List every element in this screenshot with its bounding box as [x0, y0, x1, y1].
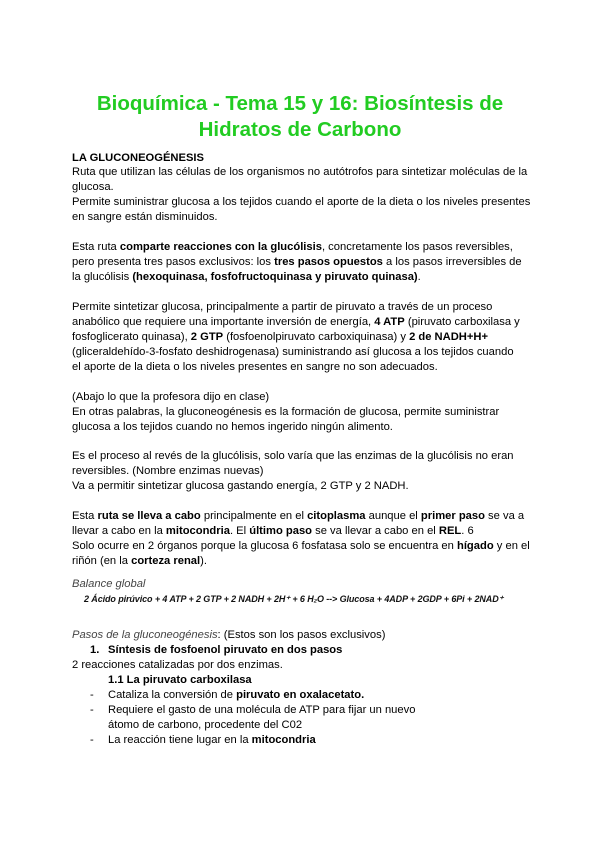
paragraph-line: (Abajo lo que la profesora dijo en clase)	[72, 391, 270, 403]
text-run-bold: último paso	[249, 525, 313, 537]
paragraph-line	[72, 315, 520, 330]
text-run: pero presenta tres pasos exclusivos: los	[72, 256, 275, 268]
text-run-bold: comparte reacciones con la glucólisis	[119, 241, 322, 253]
text-run: a los pasos irreversibles de	[382, 256, 522, 268]
paragraph-line	[72, 524, 474, 539]
text-run: . 6	[461, 525, 474, 537]
title-line-2: Hidratos de Carbono	[198, 118, 402, 141]
text-run: anabólico que requiere una importante inversión de energía,	[72, 316, 375, 328]
text-run: la glucólisis	[72, 271, 133, 283]
text-run: (piruvato carboxilasa y	[404, 316, 520, 328]
text-run-bold: piruvato en oxalacetato.	[236, 689, 365, 701]
text-run: aunque el	[365, 510, 421, 522]
text-run-bold: tres pasos opuestos	[274, 256, 383, 268]
text-run: .	[417, 271, 421, 283]
text-run: (fosfoenolpiruvato carboxiquinasa) y	[223, 331, 410, 343]
text-run-bold: mitocondria	[165, 525, 230, 537]
text-run-bold: hígado	[456, 540, 494, 552]
paragraph-line: Permite sintetizar glucosa, principalmente a partir de piruvato a través de un proceso	[72, 301, 493, 313]
paragraph-line	[72, 330, 488, 345]
text-run: Esta ruta	[72, 241, 120, 253]
bullet-dash: -	[90, 734, 94, 746]
paragraph-line: en sangre están disminuidos.	[72, 211, 218, 223]
bullet-item	[108, 688, 364, 703]
title-line-1: Bioquímica - Tema 15 y 16: Biosíntesis de	[96, 92, 504, 115]
paragraph-line: En otras palabras, la gluconeogénesis es la formación de glucosa, permite suministrar	[72, 406, 500, 418]
text-run: , concretamente los pasos reversibles,	[321, 241, 513, 253]
bullet-item-continuation: átomo de carbono, procedente del C02	[108, 719, 303, 731]
bullet-dash: -	[90, 704, 94, 716]
paragraph-line: Es el proceso al revés de la glucólisis, solo varía que las enzimas de la glucólisis no eran	[72, 450, 514, 462]
text-run-bold: ruta se lleva a cabo	[97, 510, 201, 522]
text-run-bold: primer paso	[420, 510, 485, 522]
text-run-bold: citoplasma	[307, 510, 366, 522]
paragraph-line: glucosa a los tejidos cuando no hemos ingerido ningún alimento.	[72, 421, 393, 433]
section-heading: LA GLUCONEOGÉNESIS	[72, 152, 204, 164]
paragraph-line	[72, 270, 421, 285]
step-1-number: 1.	[90, 644, 100, 656]
text-run: llevar a cabo en la	[72, 525, 166, 537]
text-run: : (Estos son los pasos exclusivos)	[217, 629, 386, 641]
text-run: se va a	[484, 510, 525, 522]
bullet-dash: -	[90, 689, 94, 701]
text-run: La reacción tiene lugar en la	[108, 734, 252, 746]
bullet-item: Requiere el gasto de una molécula de ATP para fijar un nuevo	[108, 704, 416, 716]
paragraph-line: el aporte de la dieta o los niveles presentes en sangre no son adecuados.	[72, 361, 438, 373]
text-run-italic: Pasos de la gluconeogénesis	[72, 629, 218, 641]
text-run: fosfoglicerato quinasa),	[72, 331, 191, 343]
text-run: y en el	[493, 540, 530, 552]
paragraph-line: (gliceraldehído-3-fosfato deshidrogenasa) suministrando así glucosa a los tejidos cuando	[72, 346, 514, 358]
document-title	[40, 91, 560, 143]
text-run-bold: mitocondria	[251, 734, 316, 746]
text-run: Cataliza la conversión de	[108, 689, 237, 701]
text-run-bold: 2 de NADH+H+	[409, 331, 489, 343]
paragraph-line	[72, 539, 530, 554]
step-1-title: Síntesis de fosfoenol piruvato en dos pasos	[108, 644, 343, 656]
text-run-bold: corteza renal	[131, 555, 201, 567]
paragraph-line: reversibles. (Nombre enzimas nuevas)	[72, 465, 264, 477]
text-run: se va llevar a cabo en el	[312, 525, 439, 537]
text-run-bold: REL	[438, 525, 462, 537]
paragraph-line: glucosa.	[72, 181, 114, 193]
text-run: Esta	[72, 510, 98, 522]
text-run-bold: 4 ATP	[374, 316, 405, 328]
paragraph-line: Ruta que utilizan las células de los organismos no autótrofos para sintetizar moléculas de la	[72, 166, 528, 178]
text-run: principalmente en el	[200, 510, 308, 522]
text-run: riñón (en la	[72, 555, 132, 567]
paragraph-line	[72, 554, 207, 569]
paragraph-line	[72, 509, 524, 524]
text-run-bold: (hexoquinasa, fosfofructoquinasa y piruvato quinasa)	[132, 271, 418, 283]
balance-label: Balance global	[72, 578, 146, 590]
text-run: . El	[229, 525, 250, 537]
step-1-description: 2 reacciones catalizadas por dos enzimas.	[72, 659, 283, 671]
paragraph-line	[72, 240, 513, 255]
text-run-bold: 2 GTP	[190, 331, 224, 343]
bullet-item	[108, 733, 316, 748]
text-run: ).	[200, 555, 207, 567]
balance-formula: 2 Ácido pirúvico + 4 ATP + 2 GTP + 2 NADH + 2H⁺ + 6 H₂O --> Glucosa + 4ADP + 2GDP + 6Pi + 2NAD⁺	[84, 594, 504, 604]
paragraph-line	[72, 255, 522, 270]
substep-title: 1.1 La piruvato carboxilasa	[108, 674, 252, 686]
steps-label	[72, 628, 385, 643]
text-run: Solo ocurre en 2 órganos porque la glucosa 6 fosfatasa solo se encuentra en	[72, 540, 457, 552]
paragraph-line: Va a permitir sintetizar glucosa gastando energía, 2 GTP y 2 NADH.	[72, 480, 409, 492]
paragraph-line: Permite suministrar glucosa a los tejidos cuando el aporte de la dieta o los niveles presentes	[72, 196, 531, 208]
